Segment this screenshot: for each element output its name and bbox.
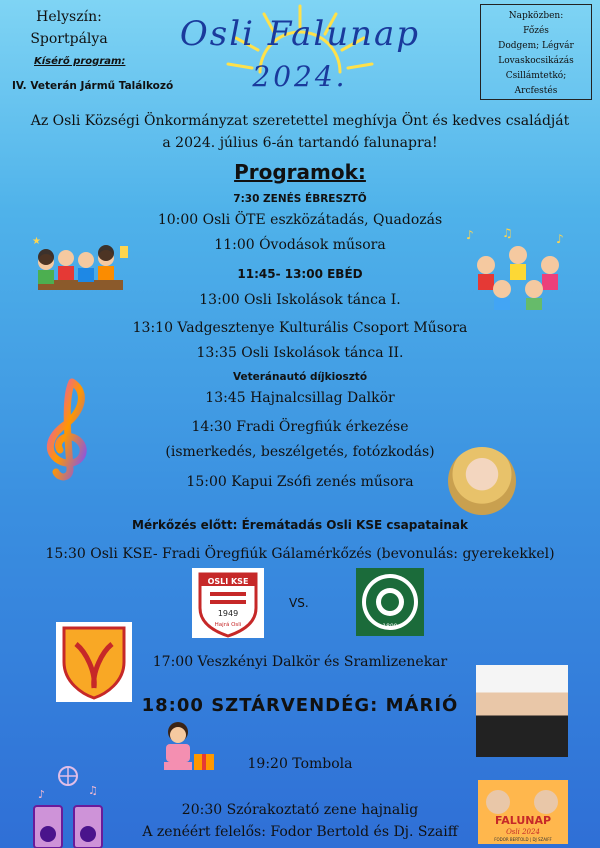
schedule-item: (ismerkedés, beszélgetés, fotózkodás) [165, 444, 435, 460]
venue-value: Sportpálya [30, 31, 108, 47]
schedule-item: 20:30 Szórakoztató zene hajnalig [181, 802, 419, 818]
daytime-heading: Napközben: [508, 11, 564, 21]
schedule-item: 11:00 Óvodások műsora [214, 237, 386, 253]
schedule-item: 13:00 Osli Iskolások tánca I. [199, 292, 401, 308]
title-block [130, 2, 470, 102]
veszkeny-logo [56, 622, 132, 702]
schedule-item: 15:00 Kapui Zsófi zenés műsora [186, 474, 414, 490]
schedule-item: 19:20 Tombola [247, 756, 353, 772]
schedule-item: A zenéért felelős: Fodor Bertold és Dj. Szaiff [142, 824, 458, 840]
daytime-item: Csillámtetkó; [505, 71, 567, 81]
osli-logo-year: 1949 [217, 609, 239, 618]
mario-photo [476, 665, 568, 757]
star-guest-heading: 18:00 SZTÁRVENDÉG: MÁRIÓ [141, 695, 459, 716]
svg-text:♪: ♪ [466, 228, 474, 242]
venue-label: Helyszín: [36, 9, 102, 25]
daytime-item: Arcfestés [514, 86, 558, 96]
treble-clef-icon [28, 378, 108, 483]
gift-girl-illustration [158, 718, 218, 778]
schedule-match-pre: Mérkőzés előtt: Éremátadás Osli KSE csapatainak [132, 518, 468, 532]
schedule-item: 14:30 Fradi Öregfiúk érkezése [191, 419, 409, 435]
svg-text:♪: ♪ [556, 232, 564, 246]
schedule-item: 10:00 Osli ÖTE eszközátadás, Quadozás [157, 212, 443, 228]
osli-kse-logo [192, 568, 264, 638]
vs-label: VS. [289, 596, 309, 610]
kids-eating-illustration [28, 232, 133, 302]
speakers-icon [32, 764, 104, 848]
schedule-item: 15:30 Osli KSE- Fradi Öregfiúk Gálamérkőzés (bevonulás: gyerekekkel) [45, 546, 555, 562]
daytime-box [480, 4, 592, 100]
daytime-item: Lovaskocsikázás [498, 56, 574, 66]
poster-subtitle: Osli 2024 [506, 828, 540, 836]
schedule-item: 13:45 Hajnalcsillag Dalkör [205, 390, 395, 406]
schedule-wake: 7:30 ZENÉS ÉBRESZTŐ [233, 193, 367, 205]
svg-text:♫: ♫ [88, 784, 98, 797]
side-program-label: Kísérő program: [34, 56, 126, 67]
osli-logo-motto: Hajrá Osli [214, 622, 242, 628]
invitation-line: Az Osli Községi Önkormányzat szeretettel meghívja Önt és kedves családját [30, 113, 570, 129]
invitation-line: a 2024. július 6-án tartandó falunapra! [162, 135, 438, 151]
svg-text:♫: ♫ [502, 226, 513, 240]
kids-dancing-illustration [462, 225, 577, 310]
programs-heading: Programok: [234, 160, 366, 184]
venue-block [14, 6, 124, 50]
invitation-text [0, 110, 600, 154]
daytime-item: Főzés [523, 26, 549, 36]
page-title: Osli Falunap [179, 14, 421, 54]
fradi-logo-year: 1899 [382, 623, 398, 630]
schedule-item: 13:35 Osli Iskolások tánca II. [196, 345, 404, 361]
osli-logo-name: OSLI KSE [207, 577, 249, 586]
daytime-item: Dodgem; Légvár [498, 41, 574, 51]
svg-text:♪: ♪ [38, 788, 46, 801]
poster-names: FODOR BERTOLD | DJ SZAIFF [494, 837, 552, 842]
schedule-item: 17:00 Veszkényi Dalkör és Sramlizenekar [152, 654, 448, 670]
side-program-value: IV. Veterán Jármű Találkozó [12, 80, 174, 92]
schedule-item: 13:10 Vadgesztenye Kulturális Csoport Műsora [132, 320, 468, 336]
schedule-award: Veteránautó díjkiosztó [232, 371, 368, 383]
falunap-poster-thumbnail [478, 780, 568, 844]
page-title-year: 2024. [252, 60, 348, 93]
svg-text:★: ★ [32, 236, 41, 247]
schedule-lunch: 11:45- 13:00 EBÉD [237, 267, 363, 281]
singer-photo [448, 447, 516, 515]
poster-title: FALUNAP [494, 814, 552, 827]
fradi-logo [356, 568, 424, 636]
